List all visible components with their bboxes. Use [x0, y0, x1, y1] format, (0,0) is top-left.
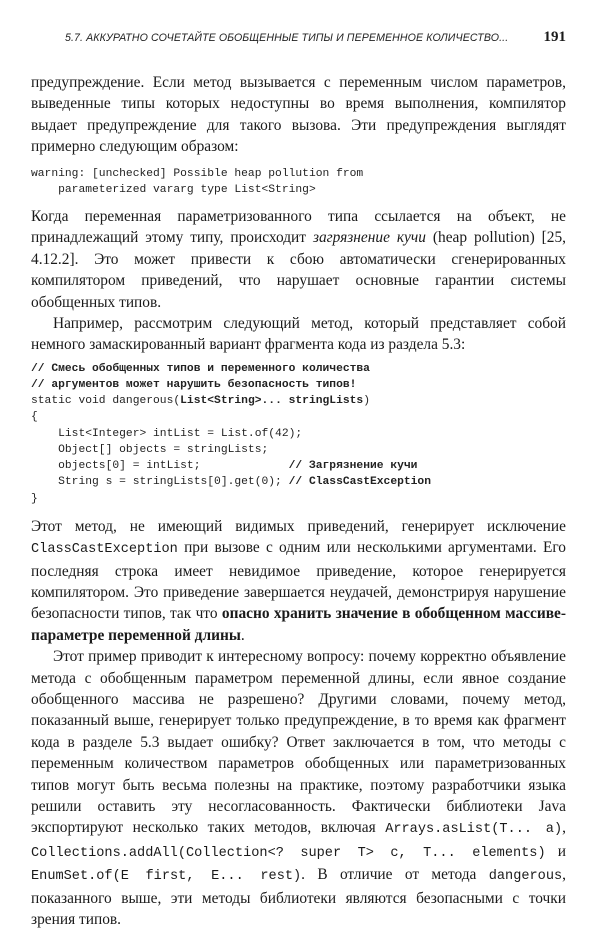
running-title: 5.7. АККУРАТНО СОЧЕТАЙТЕ ОБОБЩЕННЫЕ ТИПЫ И ПЕРЕМЕННОЕ КОЛИЧЕСТВО... [65, 32, 509, 44]
code-comment: // ClassCastException [288, 476, 431, 489]
code-line: List<Integer> intList = List.of(42); [31, 427, 303, 440]
text-run: Этот метод, не имеющий видимых приведений, генерирует исключение [31, 517, 566, 535]
text-run: , показанного выше, эти методы библиотеки являются безопасными с точки зрения типов. [31, 866, 566, 929]
text-run: и [545, 842, 567, 860]
code-line [31, 458, 566, 474]
term-heap-pollution: загрязнение кучи [312, 229, 426, 247]
code-text: String s = stringLists[0].get(0); [31, 476, 289, 489]
code-text: ) [363, 395, 370, 408]
code-line: parameterized vararg type List<String> [31, 183, 316, 196]
code-line: { [31, 411, 38, 424]
code-line [31, 474, 566, 490]
text-run: Когда переменная параметризованного типа ссылается на объект, не принадлежащий этому типу, происходит [31, 208, 566, 247]
text-run: , [562, 819, 566, 837]
code-comment: // Смесь обобщенных типов и переменного количества [31, 362, 370, 375]
inline-code: ClassCastException [31, 542, 178, 558]
code-comment: // Загрязнение кучи [288, 460, 418, 473]
page-number: 191 [543, 29, 566, 45]
text-run: (heap pollution) [25, 4.12.2]. Это может привести к сбою автоматически сгенерированных компилятором приведений, что нарушает основные гарантии системы обобщенных типов. [31, 229, 566, 311]
code-text: static void dangerous( [31, 395, 181, 408]
paragraph-question [31, 646, 566, 930]
code-text: objects[0] = intList; [31, 460, 289, 473]
text-run: . [240, 626, 245, 644]
paragraph-heap-pollution [31, 206, 566, 313]
paragraph-example: Например, рассмотрим следующий метод, который представляет собой немного замаскированный вариант фрагмента кода из раздела 5.3: [31, 315, 566, 354]
code-param: List<String>... stringLists [180, 395, 364, 408]
page-body [31, 72, 566, 930]
text-run: . В отличие от метода [301, 866, 489, 884]
running-head [0, 27, 600, 49]
text-run: Этот пример приводит к интересному вопросу: почему корректно объявление метода с обобщенным параметром переменной длины, если явное создание обобщенного массива не разрешено? Другими словами, почему метод, показанный выше, генерирует только предупреждение, в то время как фрагмент кода в разделе 5.3 выдает ошибку? Ответ заключается в том, что методы с переменным количеством параметров обобщенных или параметризованных типов могут быть весьма полезны на практике, поэтому разработчики языка решили оставить эту несогласованность. Фактически библиотеки Java экспортируют несколько таких методов, включая [31, 648, 566, 837]
inline-code: Collections.addAll(Collection<? super T> c, T... elements) [31, 845, 546, 861]
code-line: } [31, 492, 38, 505]
code-signature [31, 393, 566, 409]
inline-code: Arrays.asList(T... a) [385, 822, 563, 838]
paragraph-explanation [31, 516, 566, 646]
bold-statement: опасно хранить значение в обобщенном массиве-параметре переменной длины [31, 605, 566, 644]
code-line: Object[] objects = stringLists; [31, 443, 269, 456]
paragraph-intro: предупреждение. Если метод вызывается с переменным числом параметров, выведенные типы которых недоступны во время выполнения, компилятор выдает предупреждение для такого вызова. Эти предупреждения выглядят примерно следующим образом: [31, 74, 566, 156]
text-run: при вызове с одним или несколькими аргументами. Его последняя строка имеет невидимое приведение, которое генерируется компилятором. Это приведение завершается неудачей, демонстрируя нарушение безопасности типов, так что [31, 539, 566, 623]
code-comment: // аргументов может нарушить безопасность типов! [31, 379, 357, 392]
code-line: warning: [unchecked] Possible heap pollution from [31, 167, 364, 180]
inline-code: dangerous [488, 869, 563, 885]
code-listing [31, 361, 566, 507]
inline-code: EnumSet.of(E first, E... rest) [31, 869, 302, 885]
warning-code-block [31, 166, 566, 198]
